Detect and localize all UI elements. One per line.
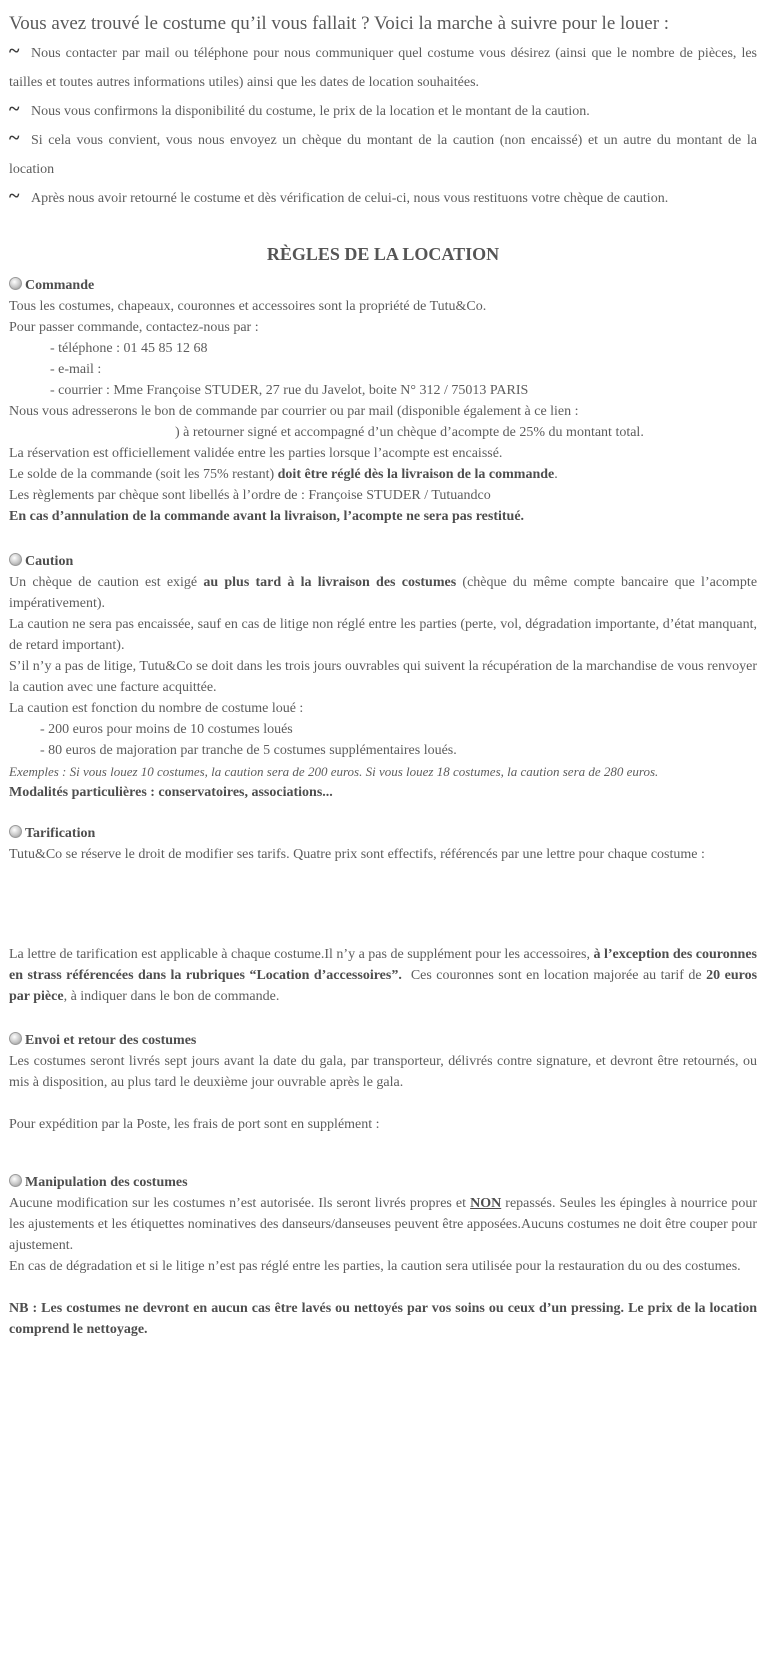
caution-bullet-2: - 80 euros de majoration par tranche de 5 costumes supplémentaires loués. — [40, 743, 457, 758]
envoi-delivery: Les costumes seront livrés sept jours avant la date du gala, par transporteur, délivrés contre signature, et devront être retournés, ou mis à disposition, au plus tard le deuxième jour ouvrable après le gala. — [9, 1054, 757, 1090]
tarif-details — [9, 944, 757, 1007]
step-4-text: Après nous avoir retourné le costume et dès vérification de celui-ci, nous vous restituons votre chèque de caution. — [31, 191, 669, 206]
bulb-icon — [9, 277, 22, 290]
balance-end: . — [554, 467, 558, 482]
commande-phone: - téléphone : 01 45 85 12 68 — [50, 341, 208, 356]
commande-ownership: Tous les costumes, chapeaux, couronnes et accessoires sont la propriété de Tutu&Co. — [9, 299, 487, 314]
section-caution — [9, 551, 757, 803]
caution-example: Exemples : Si vous louez 10 costumes, la caution sera de 200 euros. Si vous louez 18 costumes, la caution sera de 280 euros. — [9, 764, 659, 779]
bulb-icon — [9, 1174, 22, 1187]
commande-order-return: ) à retourner signé et accompagné d’un chèque d’acompte de 25% du montant total. — [175, 425, 644, 440]
commande-payee: Les règlements par chèque sont libellés à l’ordre de : Françoise STUDER / Tutuandco — [9, 488, 491, 503]
caution-required — [9, 572, 757, 614]
bulb-icon — [9, 1032, 22, 1045]
step-2 — [9, 97, 757, 126]
bulb-icon — [9, 553, 22, 566]
caution-heading — [9, 551, 757, 572]
manip-rules-text: Aucune modification sur les costumes n’est autorisée. Ils seront livrés propres et — [9, 1196, 467, 1211]
tilde-bullet-icon: ~ — [9, 127, 20, 149]
envoi-heading-text: Envoi et retour des costumes — [25, 1033, 197, 1048]
tarif-details-bold: à l’exception des couronnes en strass référencées dans la rubriques “Location d’accessoires”. — [9, 947, 757, 983]
section-envoi — [9, 1030, 757, 1135]
manip-non: NON — [470, 1196, 502, 1211]
tarif-details-rate: Ces couronnes sont en location majorée au tarif de — [410, 968, 702, 983]
commande-email: - e-mail : — [50, 362, 102, 377]
tilde-bullet-icon: ~ — [9, 40, 20, 62]
step-3-text: Si cela vous convient, vous nous envoyez un chèque du montant de la caution (non encaissé) et un autre du montant de la location — [9, 133, 757, 177]
balance-text: Le solde de la commande (soit les 75% restant) — [9, 467, 275, 482]
rules-title: RÈGLES DE LA LOCATION — [266, 244, 500, 264]
caution-heading-text: Caution — [25, 554, 74, 569]
step-1 — [9, 39, 757, 97]
envoi-heading — [9, 1030, 757, 1051]
section-commande — [9, 275, 757, 527]
balance-bold: doit être réglé dès la livraison de la commande — [277, 467, 555, 482]
envoi-shipping: Pour expédition par la Poste, les frais de port sont en supplément : — [9, 1117, 380, 1132]
commande-mail: - courrier : Mme Françoise STUDER, 27 rue du Javelot, boite N° 312 / 75013 PARIS — [50, 383, 529, 398]
step-3 — [9, 126, 757, 184]
tarif-intro: Tutu&Co se réserve le droit de modifier ses tarifs. Quatre prix sont effectifs, référencés par une lettre pour chaque costume : — [9, 847, 705, 862]
caution-required-end: (chèque du même compte bancaire que l’acompte impérativement). — [9, 575, 758, 611]
step-4 — [9, 184, 757, 213]
section-manipulation — [9, 1172, 757, 1340]
commande-order-form: Nous vous adresserons le bon de commande par courrier ou par mail (disponible également à ce lien : — [9, 404, 579, 419]
caution-amount-intro: La caution est fonction du nombre de costume loué : — [9, 701, 304, 716]
caution-return: S’il n’y a pas de litige, Tutu&Co se doit dans les trois jours ouvrables qui suivent la récupération de la marchandise de vous renvoyer la caution avec une facture acquittée. — [9, 659, 757, 695]
commande-validation: La réservation est officiellement validée entre les parties lorsque l’acompte est encaissé. — [9, 446, 503, 461]
tarif-heading — [9, 823, 757, 844]
commande-heading-text: Commande — [25, 278, 95, 293]
section-tarification — [9, 823, 757, 865]
manip-damage: En cas de dégradation et si le litige n’est pas réglé entre les parties, la caution sera utilisée pour la restauration du ou des costumes. — [9, 1259, 741, 1274]
tarif-price-per-piece: 20 euros par pièce — [9, 968, 758, 1004]
manip-rules-end: repassés. Seules les épingles à nourrice pour les ajustements et les étiquettes nominatives des danseurs/danseuses peuvent être apposées.Aucuns costumes ne doit être couper pour ajustement. — [9, 1196, 758, 1253]
tilde-bullet-icon: ~ — [9, 98, 20, 120]
caution-special: Modalités particulières : conservatoires, associations... — [9, 785, 333, 800]
caution-bullet-1: - 200 euros pour moins de 10 costumes loués — [40, 722, 293, 737]
tarif-heading-text: Tarification — [25, 826, 96, 841]
commande-contact-intro: Pour passer commande, contactez-nous par : — [9, 320, 259, 335]
manip-rules — [9, 1193, 757, 1256]
commande-cancellation: En cas d’annulation de la commande avant la livraison, l’acompte ne sera pas restitué. — [9, 509, 525, 524]
intro-title: Vous avez trouvé le costume qu’il vous fallait ? Voici la marche à suivre pour le louer : — [9, 13, 670, 34]
tarif-details-text: La lettre de tarification est applicable à chaque costume.Il n’y a pas de supplément pour les accessoires, — [9, 947, 590, 962]
tilde-bullet-icon: ~ — [9, 185, 20, 207]
nb-note: NB : Les costumes ne devront en aucun cas être lavés ou nettoyés par vos soins ou ceux d’un pressing. Le prix de la location comprend le nettoyage. — [9, 1301, 757, 1337]
commande-heading — [9, 275, 757, 296]
step-2-text: Nous vous confirmons la disponibilité du costume, le prix de la location et le montant de la caution. — [31, 104, 590, 119]
manip-heading-text: Manipulation des costumes — [25, 1175, 188, 1190]
step-1-text: Nous contacter par mail ou téléphone pour nous communiquer quel costume vous désirez (ainsi que le nombre de pièces, les tailles et toutes autres informations utiles) ainsi que les dates de location souhaitées. — [9, 46, 757, 90]
section-tarification-details — [9, 944, 757, 1007]
caution-not-cashed: La caution ne sera pas encaissée, sauf en cas de litige non réglé entre les parties (perte, vol, dégradation importante, d’état manquant, de retard important). — [9, 617, 757, 653]
commande-balance — [9, 464, 757, 485]
caution-required-bold: au plus tard à la livraison des costumes — [203, 575, 457, 590]
caution-required-text: Un chèque de caution est exigé — [9, 575, 198, 590]
bulb-icon — [9, 825, 22, 838]
tarif-details-end: , à indiquer dans le bon de commande. — [63, 989, 280, 1004]
manip-heading — [9, 1172, 757, 1193]
